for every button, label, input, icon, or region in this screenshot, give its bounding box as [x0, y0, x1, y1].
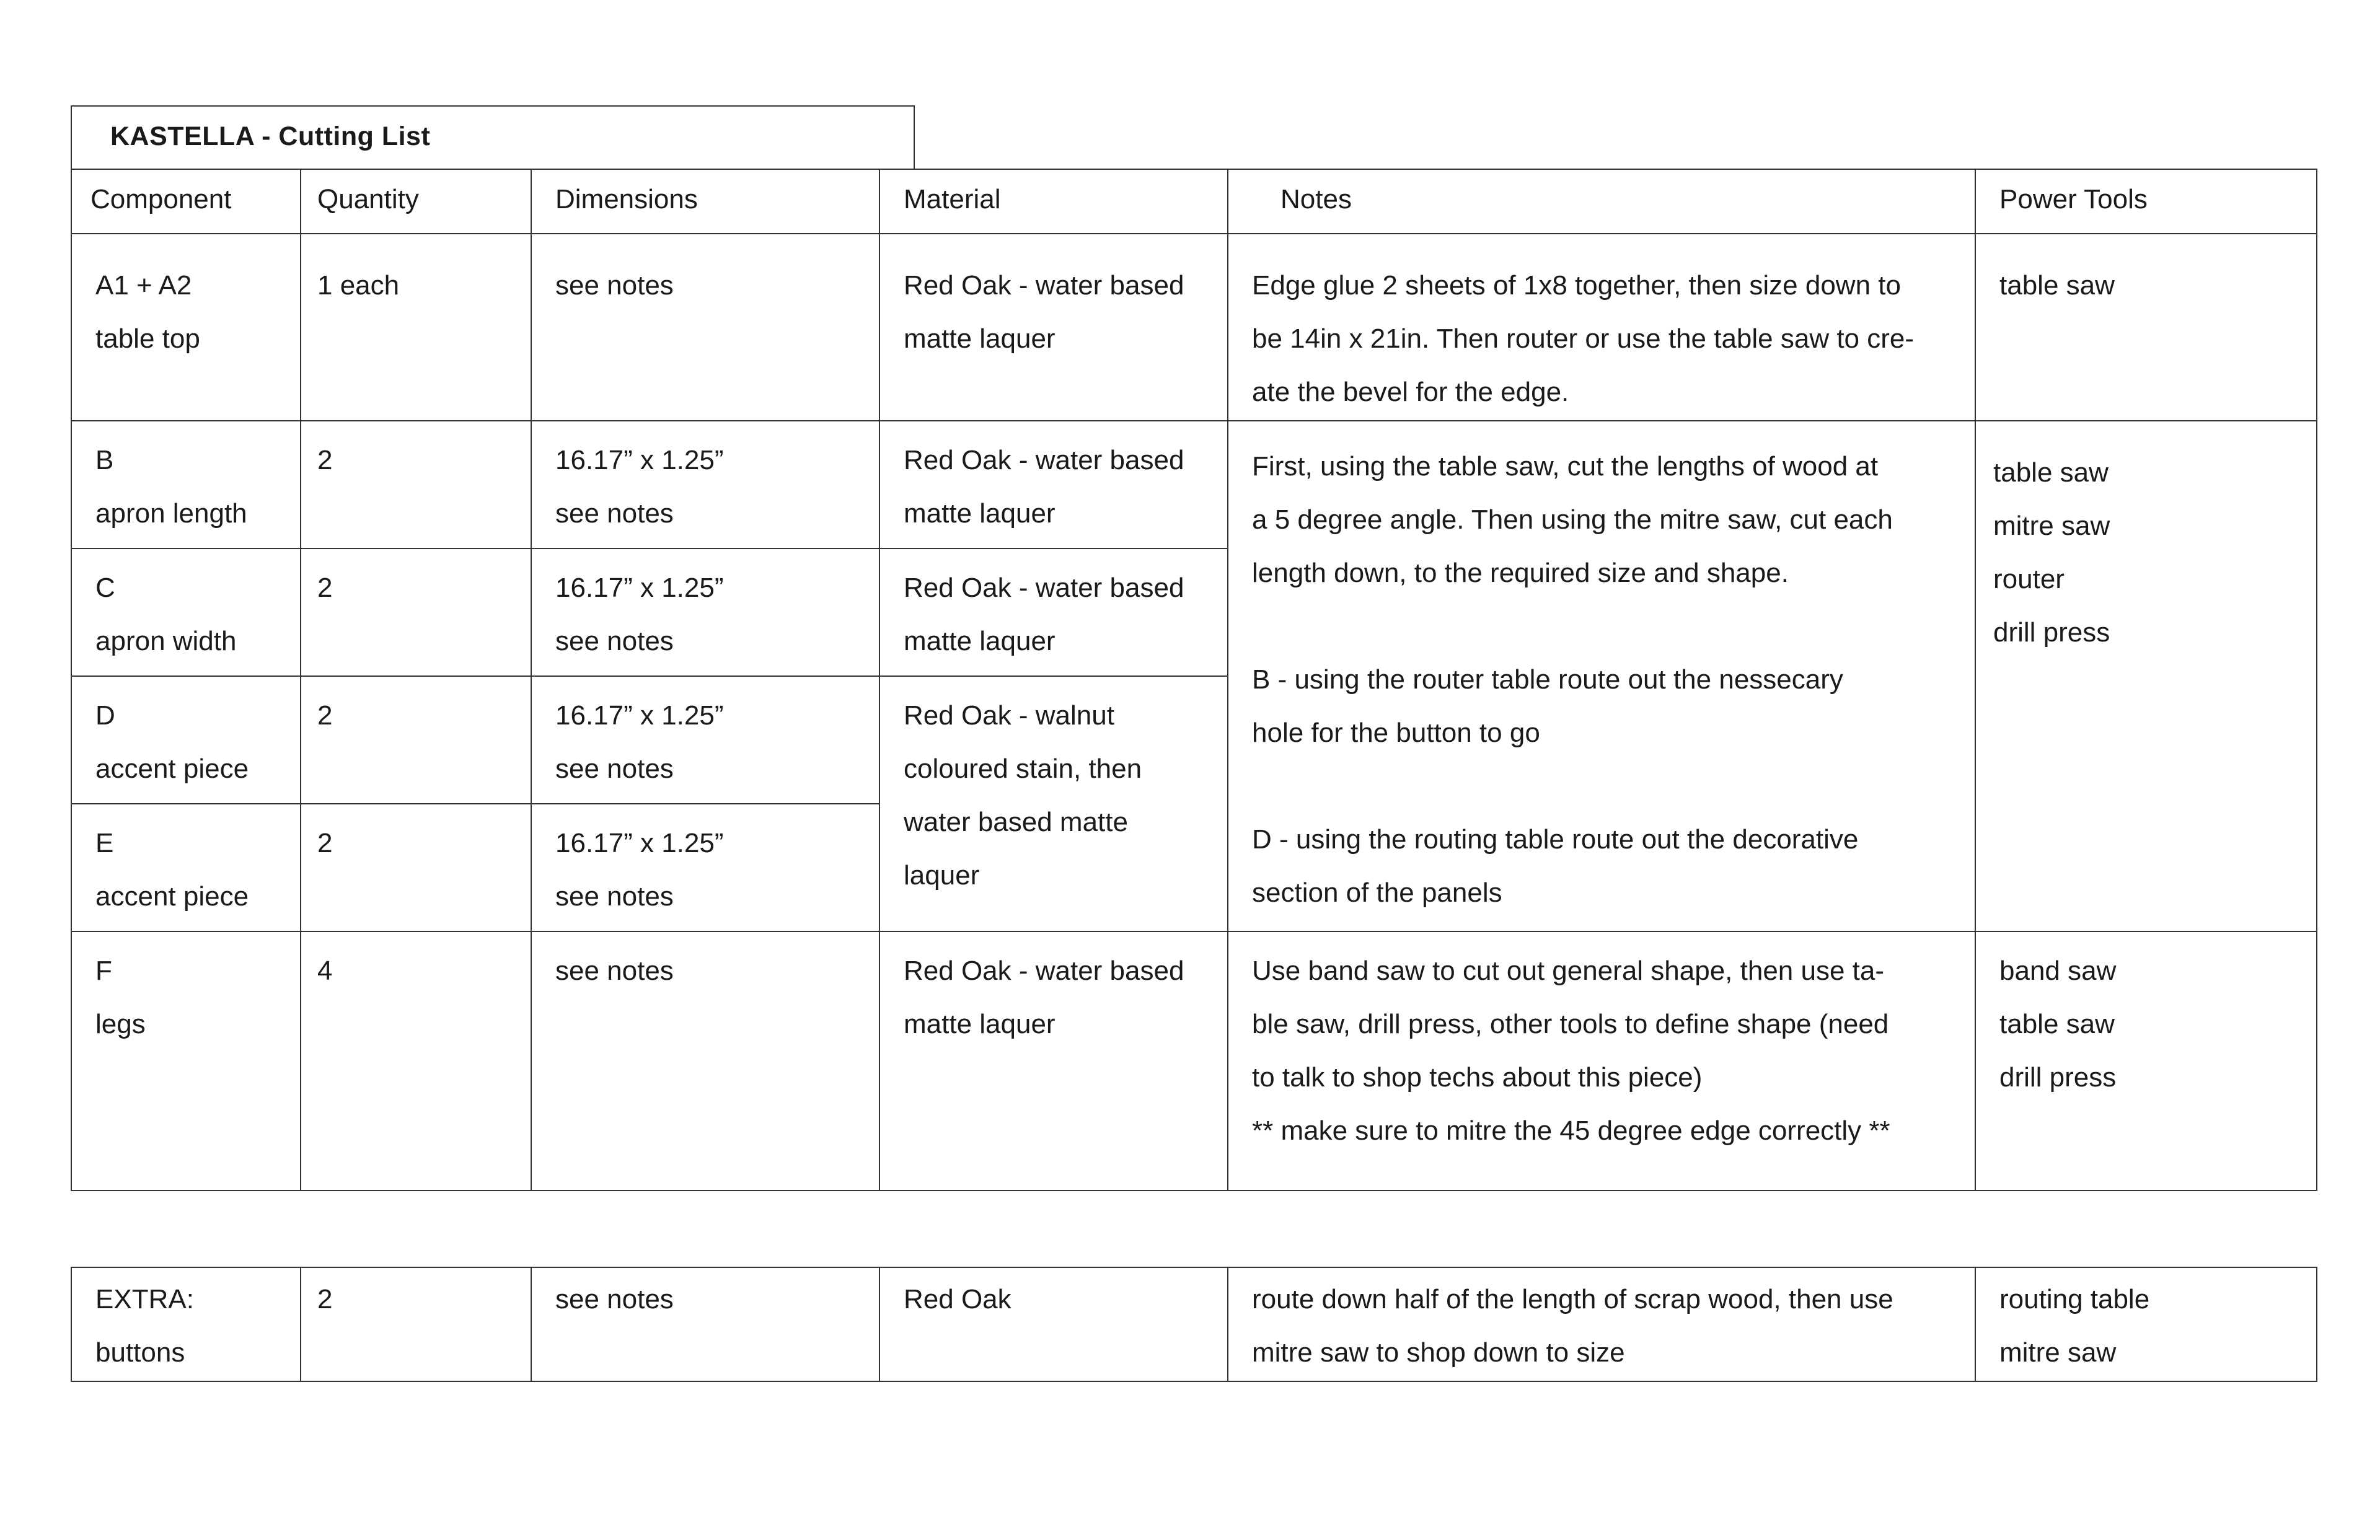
row-a-notes-line-3: ate the bevel for the edge. [1252, 377, 1569, 407]
row-c-dimensions-line-1: 16.17” x 1.25” [555, 573, 724, 603]
row-a-dimensions-value: see notes [555, 270, 674, 301]
row-c-component-name: apron width [95, 626, 237, 656]
row-d-dimensions [531, 675, 880, 804]
header-dimensions [531, 169, 880, 234]
row-c-material [879, 548, 1228, 677]
row-de-material-line-3: water based matte [904, 807, 1128, 837]
row-a-quantity-value: 1 each [317, 270, 400, 301]
row-f-tools-line-1: band saw [1999, 956, 2117, 986]
row-c-material-line-1: Red Oak - water based [904, 573, 1184, 603]
row-de-material-line-2: coloured stain, then [904, 754, 1142, 784]
extra-tools-line-1: routing table [1999, 1284, 2150, 1314]
extra-notes [1227, 1267, 1976, 1382]
row-de-material-line-1: Red Oak - walnut [904, 700, 1114, 731]
extra-component-code: EXTRA: [95, 1284, 194, 1314]
extra-notes-line-1: route down half of the length of scrap wood, then use [1252, 1284, 1893, 1314]
row-c-component [71, 548, 301, 677]
row-be-notes [1227, 420, 1976, 932]
row-c-dimensions [531, 548, 880, 677]
header-notes-label: Notes [1280, 184, 1352, 214]
row-a-component [71, 233, 301, 421]
row-f-component-name: legs [95, 1009, 146, 1039]
row-a-material-line-2: matte laquer [904, 323, 1056, 354]
row-d-component-code: D [95, 700, 115, 731]
row-a-notes-line-1: Edge glue 2 sheets of 1x8 together, then size down to [1252, 270, 1901, 301]
row-c-component-code: C [95, 573, 115, 603]
row-f-tools [1975, 931, 2317, 1191]
row-d-quantity [300, 675, 532, 804]
row-f-quantity [300, 931, 532, 1191]
row-a-dimensions [531, 233, 880, 421]
extra-tools [1975, 1267, 2317, 1382]
row-b-quantity-value: 2 [317, 445, 333, 475]
extra-tools-line-2: mitre saw [1999, 1337, 2117, 1368]
row-c-quantity-value: 2 [317, 573, 333, 603]
extra-dimensions [531, 1267, 880, 1382]
row-b-dimensions-line-2: see notes [555, 498, 674, 529]
row-b-material [879, 420, 1228, 549]
row-f-component-code: F [95, 956, 112, 986]
row-be-tools [1975, 420, 2317, 932]
header-component [71, 169, 301, 234]
row-f-tools-line-2: table saw [1999, 1009, 2115, 1039]
row-e-component-code: E [95, 828, 114, 858]
row-f-quantity-value: 4 [317, 956, 333, 986]
row-be-notes-spacer-2 [1252, 760, 1975, 813]
row-e-dimensions-line-1: 16.17” x 1.25” [555, 828, 724, 858]
row-f-notes-line-1: Use band saw to cut out general shape, then use ta- [1252, 956, 1884, 986]
row-a-quantity [300, 233, 532, 421]
row-a-component-code: A1 + A2 [95, 270, 192, 301]
row-d-component-name: accent piece [95, 754, 249, 784]
row-a-notes-line-2: be 14in x 21in. Then router or use the table saw to cre- [1252, 323, 1915, 354]
title-box [71, 105, 915, 169]
row-f-material-line-2: matte laquer [904, 1009, 1056, 1039]
row-c-quantity [300, 548, 532, 677]
row-a-material [879, 233, 1228, 421]
row-be-notes-line-3: length down, to the required size and shape. [1252, 558, 1789, 588]
row-e-component-name: accent piece [95, 881, 249, 912]
row-d-quantity-value: 2 [317, 700, 333, 731]
row-be-notes-line-1: First, using the table saw, cut the lengths of wood at [1252, 451, 1879, 482]
row-e-component [71, 803, 301, 932]
header-quantity-label: Quantity [317, 184, 419, 214]
page-title: KASTELLA - Cutting List [110, 121, 431, 151]
row-f-tools-line-3: drill press [1999, 1062, 2117, 1093]
cutting-list-table [71, 169, 2317, 1191]
header-notes [1227, 169, 1976, 234]
extra-dimensions-value: see notes [555, 1284, 674, 1314]
row-b-material-line-2: matte laquer [904, 498, 1056, 529]
row-a-tools-line-1: table saw [1999, 270, 2115, 301]
row-be-notes-line-7: section of the panels [1252, 878, 1502, 908]
row-f-notes [1227, 931, 1976, 1191]
row-be-tools-line-3: router [1993, 564, 2065, 594]
row-f-notes-line-4: ** make sure to mitre the 45 degree edge correctly ** [1252, 1115, 1890, 1146]
row-e-dimensions-line-2: see notes [555, 881, 674, 912]
row-f-dimensions-value: see notes [555, 956, 674, 986]
extra-notes-line-2: mitre saw to shop down to size [1252, 1337, 1625, 1368]
row-be-tools-line-1: table saw [1993, 457, 2109, 488]
extra-quantity [300, 1267, 532, 1382]
row-a-notes [1227, 233, 1976, 421]
header-dimensions-label: Dimensions [555, 184, 698, 214]
row-c-dimensions-line-2: see notes [555, 626, 674, 656]
row-a-tools [1975, 233, 2317, 421]
extra-material-value: Red Oak [904, 1284, 1011, 1314]
extra-table [71, 1267, 2317, 1382]
row-a-material-line-1: Red Oak - water based [904, 270, 1184, 301]
row-f-notes-line-3: to talk to shop techs about this piece) [1252, 1062, 1703, 1093]
header-material [879, 169, 1228, 234]
header-component-label: Component [90, 184, 232, 214]
header-power-tools-label: Power Tools [1999, 184, 2148, 214]
extra-material [879, 1267, 1228, 1382]
row-e-quantity-value: 2 [317, 828, 333, 858]
extra-component [71, 1267, 301, 1382]
row-f-material-line-1: Red Oak - water based [904, 956, 1184, 986]
row-f-component [71, 931, 301, 1191]
extra-component-name: buttons [95, 1337, 185, 1368]
row-d-dimensions-line-1: 16.17” x 1.25” [555, 700, 724, 731]
header-quantity [300, 169, 532, 234]
header-power-tools [1975, 169, 2317, 234]
row-c-material-line-2: matte laquer [904, 626, 1056, 656]
row-f-notes-line-2: ble saw, drill press, other tools to define shape (need [1252, 1009, 1889, 1039]
row-a-component-name: table top [95, 323, 200, 354]
row-b-material-line-1: Red Oak - water based [904, 445, 1184, 475]
row-d-component [71, 675, 301, 804]
row-b-component [71, 420, 301, 549]
row-b-component-code: B [95, 445, 114, 475]
row-be-notes-spacer-1 [1252, 600, 1975, 653]
row-de-material-line-4: laquer [904, 860, 980, 891]
row-b-quantity [300, 420, 532, 549]
row-f-dimensions [531, 931, 880, 1191]
row-de-material [879, 675, 1228, 932]
row-be-notes-line-2: a 5 degree angle. Then using the mitre saw, cut each [1252, 504, 1893, 535]
row-be-tools-line-4: drill press [1993, 617, 2110, 648]
row-b-dimensions [531, 420, 880, 549]
row-e-quantity [300, 803, 532, 932]
row-d-dimensions-line-2: see notes [555, 754, 674, 784]
row-be-tools-line-2: mitre saw [1993, 511, 2110, 541]
row-be-notes-line-5: hole for the button to go [1252, 718, 1540, 748]
row-b-dimensions-line-1: 16.17” x 1.25” [555, 445, 724, 475]
row-b-component-name: apron length [95, 498, 247, 529]
extra-quantity-value: 2 [317, 1284, 333, 1314]
header-material-label: Material [904, 184, 1001, 214]
row-f-material [879, 931, 1228, 1191]
row-e-dimensions [531, 803, 880, 932]
row-be-notes-line-6: D - using the routing table route out the decorative [1252, 824, 1859, 855]
row-be-notes-line-4: B - using the router table route out the nessecary [1252, 664, 1843, 695]
